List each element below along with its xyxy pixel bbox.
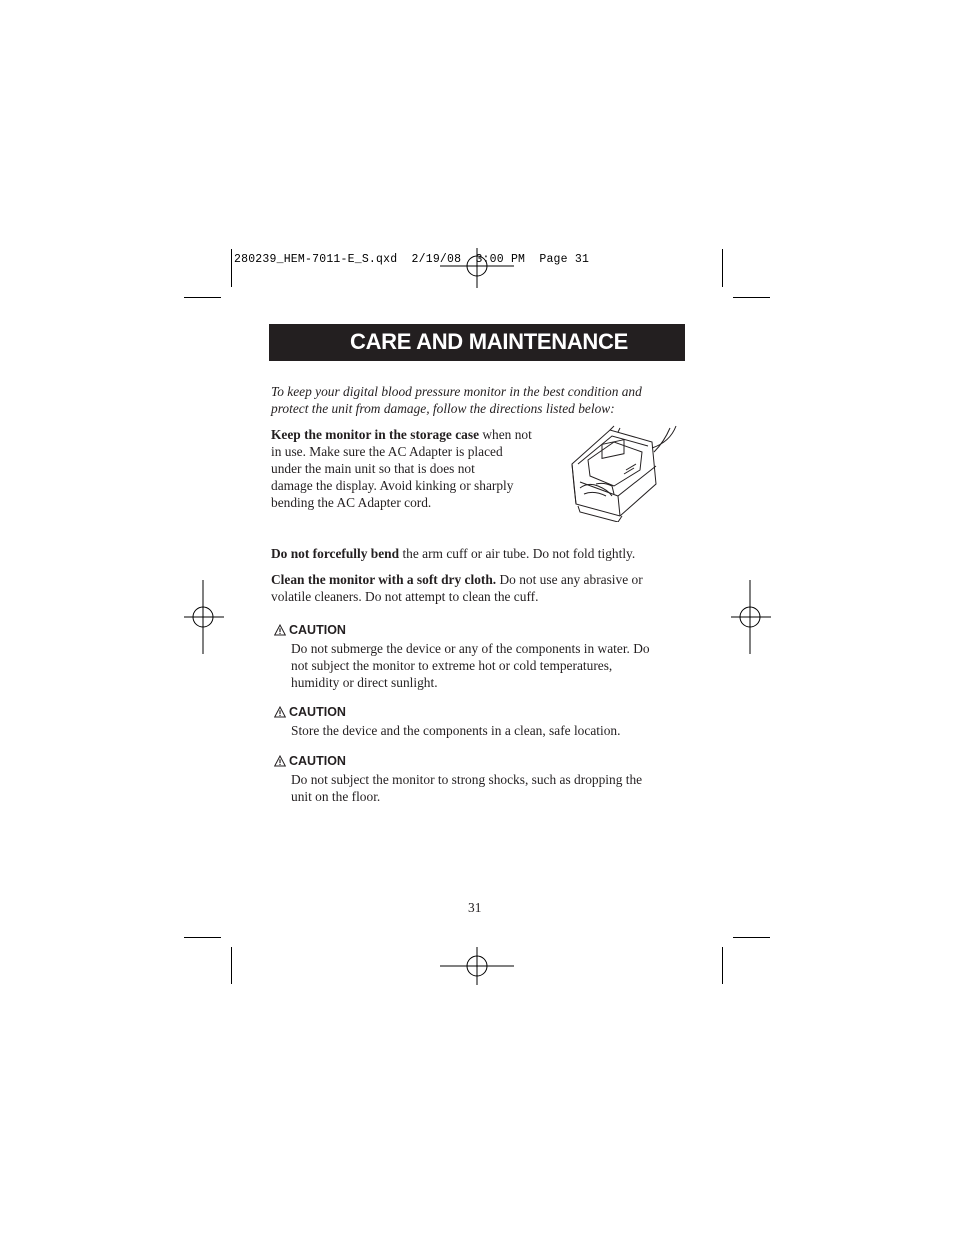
para1-line-2: in use. Make sure the AC Adapter is placed — [271, 444, 503, 459]
registration-mark-icon — [184, 580, 224, 654]
caution2-line-1: Store the device and the components in a clean, safe location. — [291, 723, 621, 738]
warning-triangle-icon — [274, 755, 286, 767]
clean-paragraph — [271, 571, 681, 605]
caution-label: CAUTION — [289, 623, 346, 637]
caution-label: CAUTION — [289, 705, 346, 719]
para1-line-4: damage the display. Avoid kinking or sharply — [271, 478, 514, 493]
section-heading: CARE AND MAINTENANCE — [350, 329, 628, 354]
bend-paragraph — [271, 545, 681, 562]
crop-mark-bottom-left-h — [184, 937, 221, 938]
para2-rest: the arm cuff or air tube. Do not fold tightly. — [399, 546, 636, 561]
para3-line-2: volatile cleaners. Do not attempt to clean the cuff. — [271, 589, 539, 604]
para1-line-5: bending the AC Adapter cord. — [271, 495, 432, 510]
caution-heading — [274, 705, 346, 720]
crop-mark-bottom-right-v — [722, 947, 723, 984]
para1-line1-rest: when not — [479, 427, 532, 442]
para3-bold: Clean the monitor with a soft dry cloth. — [271, 572, 497, 587]
para1-line-3: under the main unit so that is does not — [271, 461, 475, 476]
caution3-line-1: Do not subject the monitor to strong shocks, such as dropping the — [291, 772, 643, 787]
page-number: 31 — [468, 900, 482, 915]
crop-mark-bottom-left-v — [231, 947, 232, 984]
para1-line-1 — [271, 426, 556, 443]
monitor-in-case-illustration — [566, 424, 682, 522]
registration-mark-icon — [731, 580, 771, 654]
intro-line-1: To keep your digital blood pressure monitor in the best condition and — [271, 384, 642, 399]
caution-heading — [274, 623, 346, 638]
para1-bold: Keep the monitor in the storage case — [271, 427, 480, 442]
para2-bold: Do not forcefully bend — [271, 546, 400, 561]
crop-mark-top-right-v — [722, 249, 723, 287]
registration-mark-icon — [440, 947, 514, 985]
intro-text — [271, 383, 681, 417]
section-heading-bar — [269, 324, 685, 361]
caution-body — [291, 771, 681, 805]
warning-triangle-icon — [274, 624, 286, 636]
file-slug: 280239_HEM-7011-E_S.qxd 2/19/08 3:00 PM Page 31 — [234, 253, 590, 266]
caution-body — [291, 722, 681, 739]
intro-line-2: protect the unit from damage, follow the directions listed below: — [271, 401, 615, 416]
crop-mark-top-right-h — [733, 297, 770, 298]
crop-mark-bottom-right-h — [733, 937, 770, 938]
caution-heading — [274, 754, 346, 769]
caution-label: CAUTION — [289, 754, 346, 768]
caution1-line-3: humidity or direct sunlight. — [291, 675, 438, 690]
crop-mark-top-left-v — [231, 249, 232, 287]
warning-triangle-icon — [274, 706, 286, 718]
caution1-line-1: Do not submerge the device or any of the components in water. Do — [291, 641, 650, 656]
storage-case-paragraph — [271, 426, 556, 511]
registration-mark-icon — [440, 248, 514, 288]
caution1-line-2: not subject the monitor to extreme hot or cold temperatures, — [291, 658, 613, 673]
para3-line1-rest: Do not use any abrasive or — [496, 572, 643, 587]
caution3-line-2: unit on the floor. — [291, 789, 381, 804]
para3-line-1 — [271, 571, 681, 588]
crop-mark-top-left-h — [184, 297, 221, 298]
caution-body — [291, 640, 681, 691]
